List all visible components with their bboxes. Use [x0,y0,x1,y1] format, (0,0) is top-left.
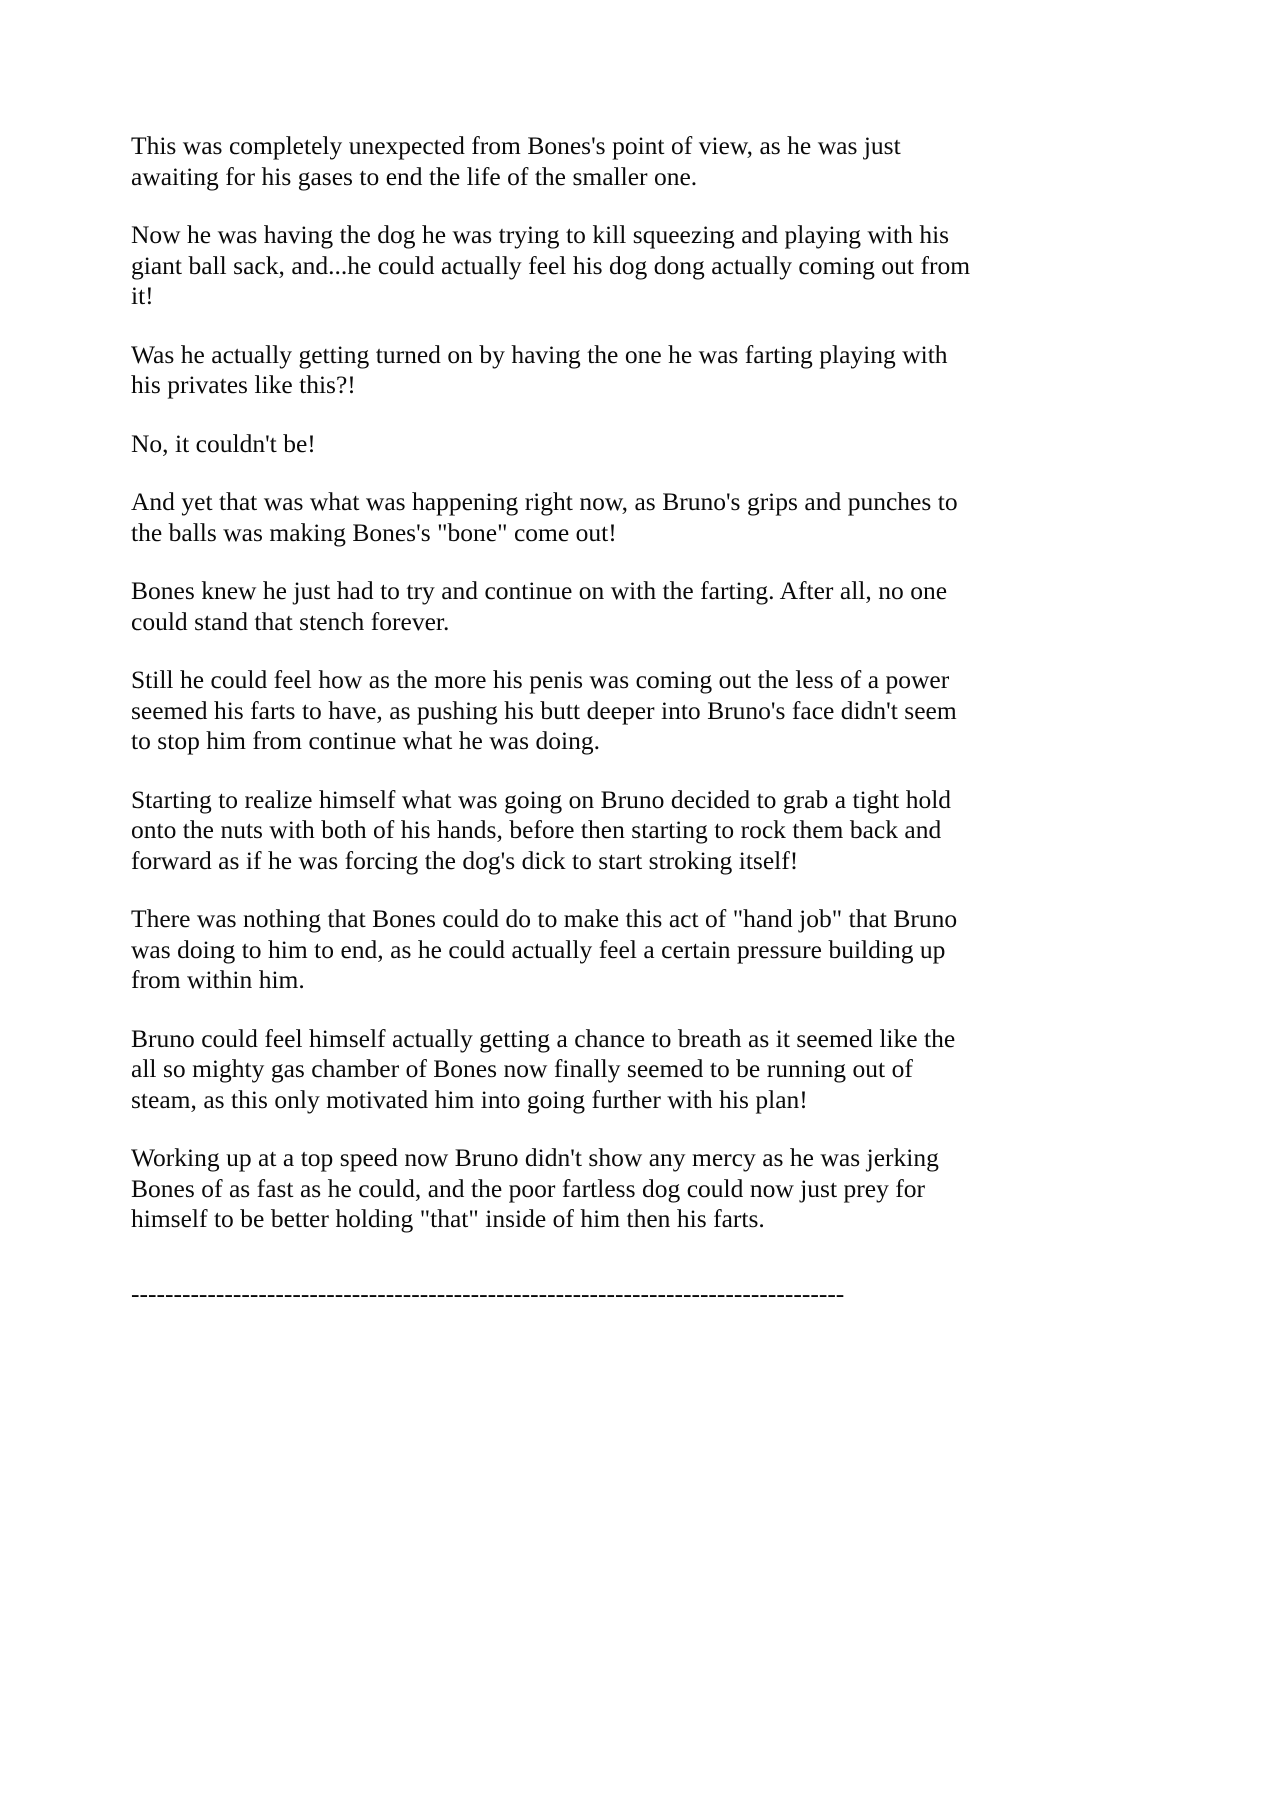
document-body [131,131,979,1309]
paragraph: Working up at a top speed now Bruno didn't show any mercy as he was jerking Bones of as fast as he could, and the poor fartless dog could now just prey for himself to be better holding "that" inside of him then his farts. [131,1143,939,1233]
paragraph: Bones knew he just had to try and continue on with the farting. After all, no one could stand that stench forever. [131,576,948,636]
paragraph: Now he was having the dog he was trying to kill squeezing and playing with his giant ball sack, and...he could actually feel his dog dong actually coming out from it! [131,220,971,310]
paragraph: This was completely unexpected from Bones's point of view, as he was just awaiting for his gases to end the life of the smaller one. [131,131,901,191]
paragraph: Bruno could feel himself actually getting a chance to breath as it seemed like the all so mighty gas chamber of Bones now finally seemed to be running out of steam, as this only motivated him into going further with his plan! [131,1023,956,1114]
paragraph: Starting to realize himself what was going on Bruno decided to grab a tight hold onto the nuts with both of his hands, before then starting to rock them back and forward as if he was forcing the dog's dick to start stroking itself! [131,784,952,875]
divider-dashes: ------------------------------------------------------------------------------------ [131,1278,845,1308]
paragraph: There was nothing that Bones could do to make this act of "hand job" that Bruno was doing to him to end, as he could actually feel a certain pressure building up from within him. [131,904,958,994]
paragraph: No, it couldn't be! [131,428,316,458]
paragraph: Still he could feel how as the more his penis was coming out the less of a power seemed his farts to have, as pushing his butt deeper into Bruno's face didn't seem to stop him from continue what he was doing. [131,665,957,755]
paragraph: And yet that was what was happening right now, as Bruno's grips and punches to the balls was making Bones's "bone" come out! [131,487,958,547]
paragraph: Was he actually getting turned on by having the one he was farting playing with his privates like this?! [131,339,948,399]
section-divider [131,1279,979,1310]
